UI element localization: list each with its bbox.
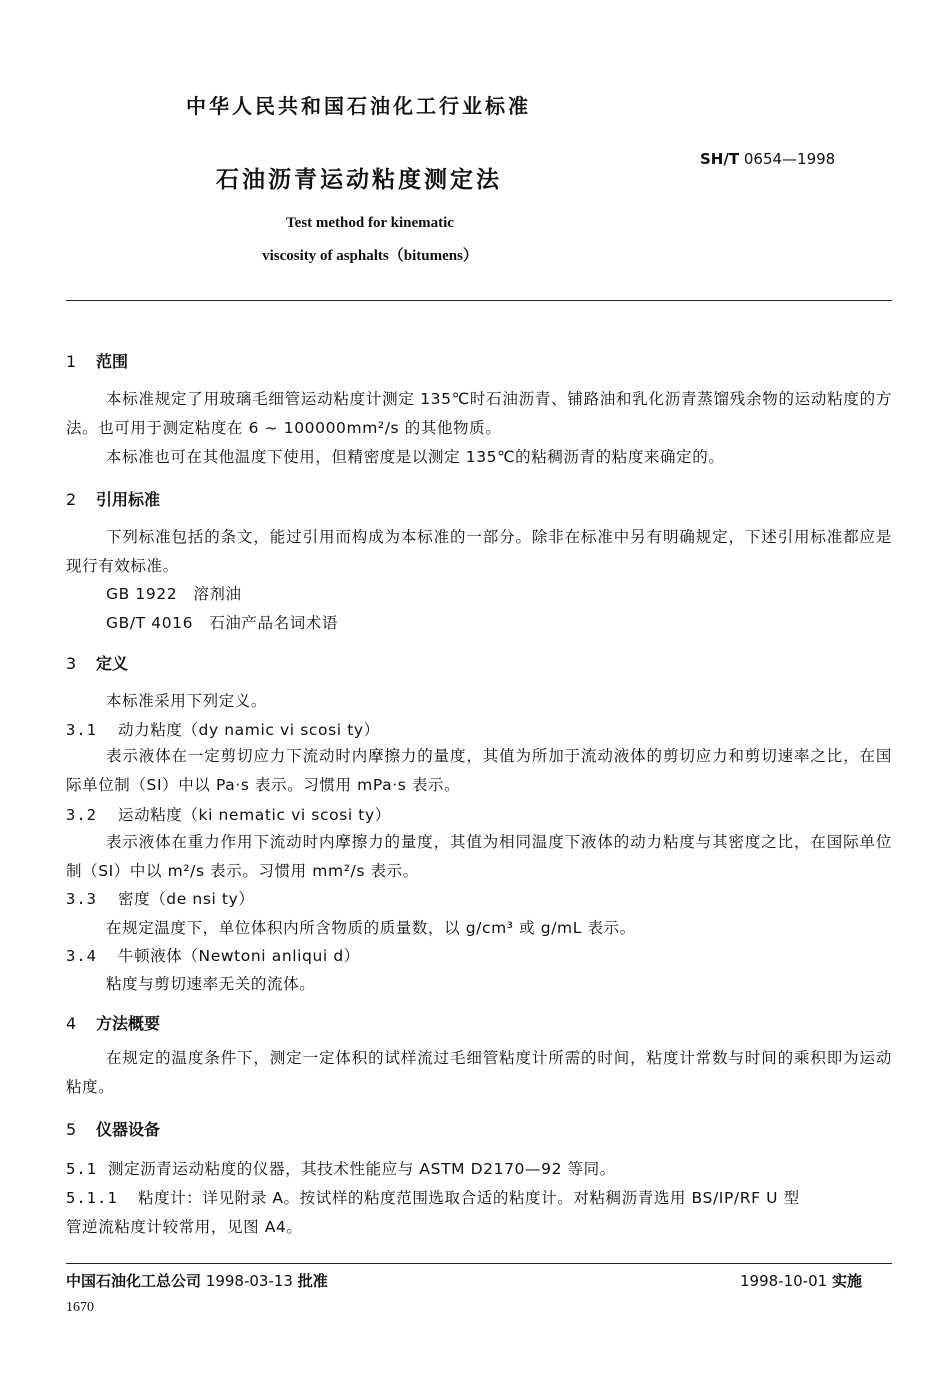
section-1-heading: [66, 349, 128, 372]
definition-3-4-term: [66, 944, 360, 966]
approver-name: 中国石油化工总公司: [66, 1272, 202, 1290]
effective-label: 实施: [831, 1272, 862, 1290]
section-number: 3: [66, 654, 77, 673]
section-number: 2: [66, 490, 77, 509]
section-2-heading: [66, 487, 160, 510]
clause-text: 粘度计：详见附录 A。按试样的粘度范围选取合适的粘度计。对粘稠沥青选用 BS/IP/RF U 型: [138, 1189, 800, 1207]
english-title-line2: viscosity of asphalts（bitumens）: [262, 248, 478, 264]
english-title-line1: Test method for kinematic: [286, 215, 454, 231]
clause-5-1: [66, 1157, 616, 1179]
section-title: 范围: [96, 352, 129, 371]
standard-code: [700, 150, 835, 168]
standard-code-number: 0654—1998: [743, 150, 836, 168]
section-title: 定义: [96, 654, 129, 673]
section-4-heading: [66, 1011, 160, 1034]
section-4-para-1: 在规定的温度条件下，测定一定体积的试样流过毛细管粘度计所需的时间，粘度计常数与时间的乘积即为运动粘度。: [66, 1049, 892, 1096]
clause-number: 3.4: [66, 947, 97, 965]
effective-date: 1998-10-01: [740, 1272, 828, 1290]
section-title: 引用标准: [96, 490, 161, 509]
definition-3-2-term: [66, 803, 391, 825]
term-label: 密度（de nsi ty）: [118, 890, 255, 908]
clause-number: 5.1.1: [66, 1189, 118, 1207]
section-title: 方法概要: [96, 1014, 161, 1033]
term-label: 牛顿液体（Newtoni anliqui d）: [118, 947, 360, 965]
clause-number: 3.2: [66, 806, 97, 824]
section-title: 仪器设备: [96, 1120, 161, 1139]
footer-divider: [66, 1263, 892, 1264]
term-label: 动力粘度（dy namic vi scosi ty）: [118, 721, 380, 739]
standard-code-prefix: SH/T: [700, 150, 740, 168]
document-title: 石油沥青运动粘度测定法: [216, 167, 502, 193]
clause-number: 5.1: [66, 1160, 97, 1178]
section-number: 1: [66, 352, 77, 371]
clause-5-1-1-continued: 管逆流粘度计较常用，见图 A4。: [66, 1218, 303, 1236]
section-5-heading: [66, 1117, 160, 1140]
clause-5-1-1: [66, 1186, 800, 1208]
clause-number: 3.3: [66, 890, 97, 908]
section-number: 4: [66, 1014, 77, 1033]
section-1-para-1: 本标准规定了用玻璃毛细管运动粘度计测定 135℃时石油沥青、铺路油和乳化沥青蒸馏残余物的运动粘度的方法。也可用于测定粘度在 6 ~ 100000mm²/s 的其他物质。: [66, 390, 892, 437]
clause-text: 测定沥青运动粘度的仪器，其技术性能应与 ASTM D2170—92 等同。: [108, 1160, 616, 1178]
definition-3-3-term: [66, 887, 255, 909]
section-3-intro: 本标准采用下列定义。: [106, 692, 268, 710]
definition-3-2-text: 表示液体在重力作用下流动时内摩擦力的量度，其值为相同温度下液体的动力粘度与其密度之比，在国际单位制（SI）中以 m²/s 表示。习惯用 mm²/s 表示。: [66, 833, 892, 880]
approve-date: 1998-03-13: [205, 1272, 293, 1290]
definition-3-3-text: 在规定温度下，单位体积内所含物质的质量数，以 g/cm³ 或 g/mL 表示。: [106, 919, 636, 937]
section-1-para-2: 本标准也可在其他温度下使用，但精密度是以测定 135℃的粘稠沥青的粘度来确定的。: [106, 448, 725, 466]
section-3-heading: [66, 651, 128, 674]
term-label: 运动粘度（ki nematic vi scosi ty）: [118, 806, 391, 824]
page-number: 1670: [66, 1300, 94, 1315]
definition-3-1-term: [66, 718, 380, 740]
definition-3-1-text: 表示液体在一定剪切应力下流动时内摩擦力的量度，其值为所加于流动液体的剪切应力和剪切速率之比，在国际单位制（SI）中以 Pa·s 表示。习惯用 mPa·s 表示。: [66, 747, 892, 794]
reference-gbt4016: GB/T 4016 石油产品名词术语: [106, 614, 339, 632]
approval-line: [66, 1270, 328, 1291]
issuing-organization: 中华人民共和国石油化工行业标准: [186, 94, 531, 118]
section-2-para-1: 下列标准包括的条文，能过引用而构成为本标准的一部分。除非在标准中另有明确规定，下述引用标准都应是现行有效标准。: [66, 528, 892, 575]
clause-number: 3.1: [66, 721, 97, 739]
section-number: 5: [66, 1120, 77, 1139]
effective-line: [740, 1270, 862, 1291]
reference-gb1922: GB 1922 溶剂油: [106, 585, 242, 603]
definition-3-4-text: 粘度与剪切速率无关的流体。: [106, 975, 316, 993]
header-divider: [66, 300, 892, 301]
approve-label: 批准: [297, 1272, 328, 1290]
